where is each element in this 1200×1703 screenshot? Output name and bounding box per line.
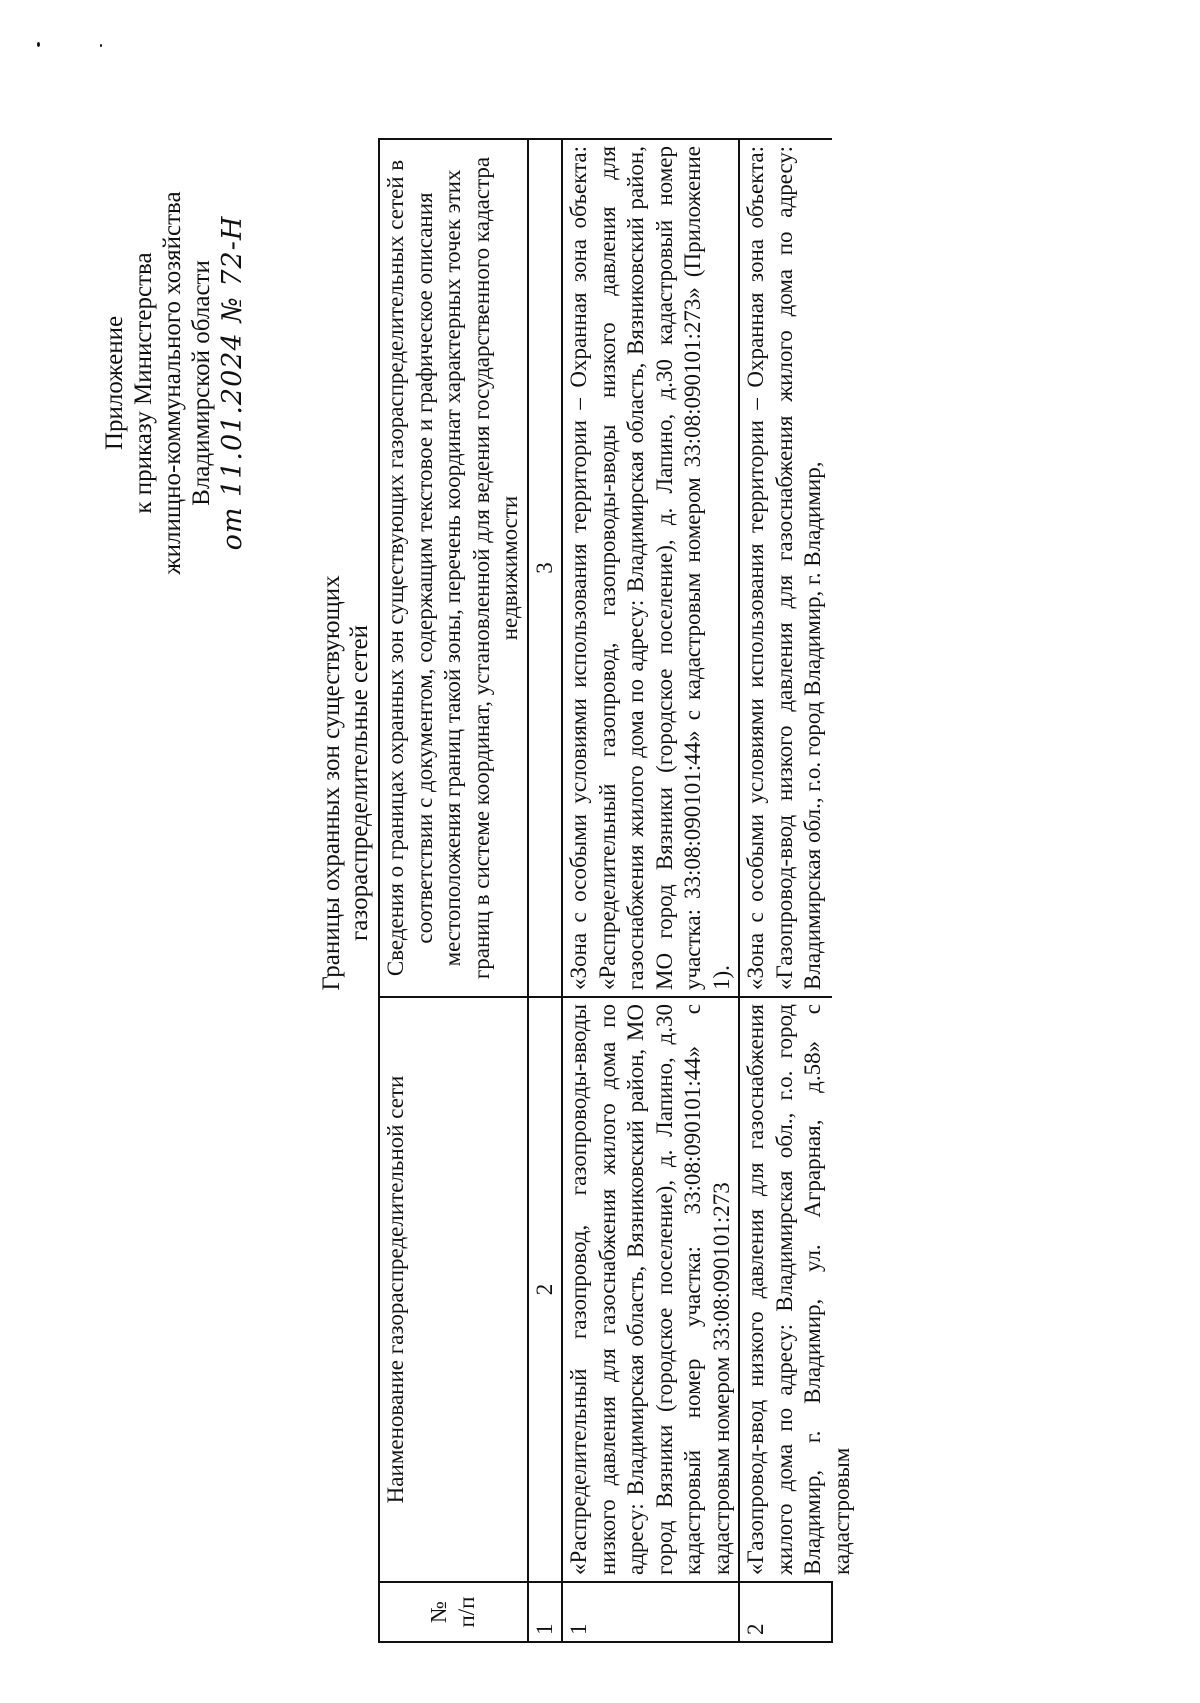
- network-name-text: «Распределительный газопровод, газопроводы-вводы низкого давления для газоснабжения жилого дома по адресу: Владимирская область, Вязниковский район, МО город Вязники (городское поселение), д. Лапино, д.30 кадастровый номер участка: 33:08:090101:44» с кадастровым номером 33:08:090101:273: [566, 1004, 734, 1575]
- document-title: [318, 423, 374, 1143]
- appendix-block: [100, 163, 247, 603]
- title-line: газораспределительные сетей: [346, 625, 373, 941]
- header-number: № п/п: [379, 1582, 528, 1642]
- appendix-line: жилищно-коммунального хозяйства: [159, 191, 186, 575]
- network-name-cell: [562, 997, 739, 1582]
- appendix-line: к приказу Министерства: [130, 252, 157, 514]
- table-header-row: [379, 139, 528, 1642]
- numbering-cell: 1: [528, 1582, 563, 1642]
- zone-info-cell: [562, 139, 739, 997]
- header-network-name: Наименование газораспределительной сети: [379, 997, 528, 1582]
- row-number: 2: [739, 1582, 832, 1642]
- numbering-cell: 3: [528, 139, 563, 997]
- zone-info-text: «Зона с особыми условиями использования территории – Охранная зона объекта: «Распределительный газопровод, газопроводы-вводы низкого давления для газоснабжения жилого дома по адресу: Владимирская область, Вязниковский район, МО город Вязники (городское поселение), д. Лапино, д.30 кадастровый номер участка: 33:08:090101:44» с кадастровым номером 33:08:090101:273» (Приложение 1).: [566, 146, 734, 990]
- table-numbering-row: [528, 139, 563, 1642]
- header-zone-info: Сведения о границах охранных зон существующих газораспределительных сетей в соответствии с документом, содержащим текстовое и графическое описания местоположения границ такой зоны, перечень координат характерных точек этих границ в системе координат, установленной для ведения государственного кадастра недвижимости: [379, 139, 528, 997]
- zone-info-text: «Зона с особыми условиями использования территории – Охранная зона объекта: «Газопровод-ввод низкого давления для газоснабжения жилого дома по адресу: Владимирская обл., г.о. город Владимир, г. Владимир,: [743, 146, 825, 990]
- network-name-text: «Газопровод-ввод низкого давления для газоснабжения жилого дома по адресу: Владимирская обл., г.о. город Владимир, г. Владимир, ул. Аграрная, д.58» с кадастровым: [743, 1004, 854, 1575]
- appendix-line: Владимирской области: [188, 260, 215, 506]
- title-line: Границы охранных зон существующих: [318, 575, 345, 991]
- zones-table: [378, 138, 854, 1643]
- table-row: [562, 139, 739, 1642]
- row-number: 1: [562, 1582, 739, 1642]
- table-row: [739, 139, 832, 1642]
- numbering-cell: 2: [528, 997, 563, 1582]
- handwritten-date: от 11.01.2024 № 72-Н: [217, 215, 248, 551]
- zone-info-cell: [739, 139, 832, 997]
- network-name-cell: [739, 997, 854, 1582]
- appendix-line: Приложение: [101, 315, 128, 451]
